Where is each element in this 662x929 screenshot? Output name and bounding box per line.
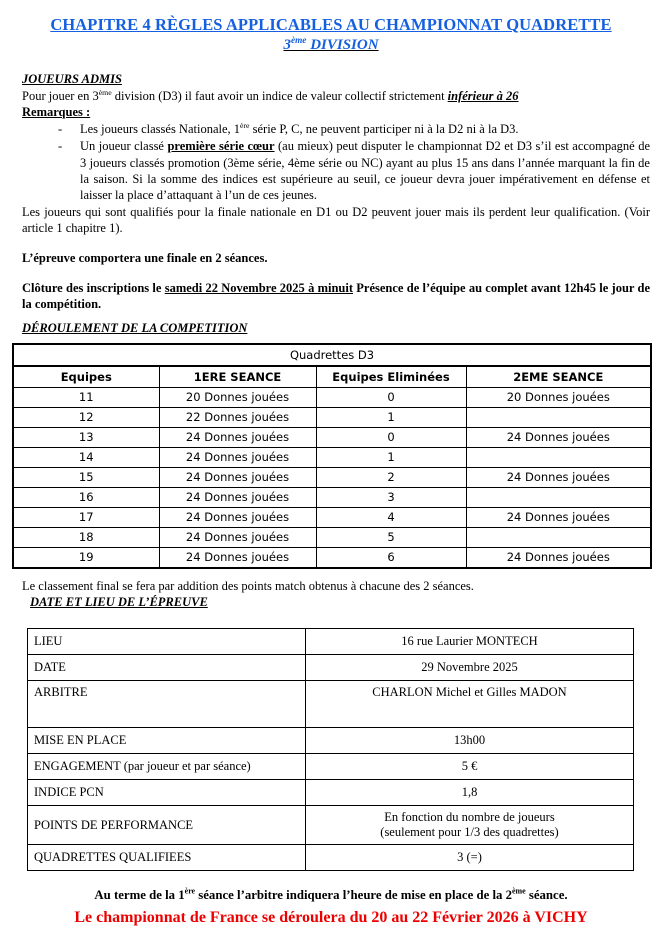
cell-eliminees: 5	[316, 527, 466, 547]
cell-seance1: 24 Donnes jouées	[159, 527, 316, 547]
cell-label-quadrettes-qualifiees: QUADRETTES QUALIFIEES	[28, 845, 306, 871]
cell-eliminees: 1	[316, 447, 466, 467]
table-row	[13, 507, 651, 527]
cell-eliminees: 0	[316, 387, 466, 407]
cell-seance1: 24 Donnes jouées	[159, 507, 316, 527]
cell-eliminees: 2	[316, 467, 466, 487]
cell-seance2: 24 Donnes jouées	[466, 427, 651, 447]
cell-seance2: 24 Donnes jouées	[466, 507, 651, 527]
cell-label-indice-pcn: INDICE PCN	[28, 780, 306, 806]
table-row	[28, 780, 634, 806]
cell-equipe: 19	[13, 547, 159, 568]
table-row	[28, 629, 634, 655]
table-row	[28, 754, 634, 780]
cell-label-points-performance: POINTS DE PERFORMANCE	[28, 806, 306, 845]
footer-note	[0, 887, 662, 904]
competition-table-body	[13, 344, 651, 568]
table-title-row	[13, 344, 651, 366]
cell-equipe: 18	[13, 527, 159, 547]
cloture-emphasis: samedi 22 Novembre 2025 à minuit	[164, 281, 354, 296]
cell-seance1: 22 Donnes jouées	[159, 407, 316, 427]
bullet2-part2: (au mieux) peut disputer le championnat D2 et D3 s’il est accompagné de 3 joueurs classés promotion (3ème série, 4ème série ou NC) ayant au plus 15 ans dans l’année marquant la fin de la saison. Si la somme des indices est supérieure au seuil, ce joueur devra jouer impérativement en défense et laisser la place d’attaquant à l’un de ces jeunes.	[80, 139, 650, 203]
cell-seance1: 24 Donnes jouées	[159, 467, 316, 487]
page-subtitle	[0, 37, 662, 54]
page-title: CHAPITRE 4 RÈGLES APPLICABLES AU CHAMPIONNAT QUADRETTE	[50, 15, 612, 34]
datelieu-table-wrap	[0, 628, 662, 871]
points-performance-line1: En fonction du nombre de joueurs	[384, 810, 555, 825]
intro-part1: Pour jouer en 3	[22, 88, 99, 103]
table-row	[13, 387, 651, 407]
body-text-block	[0, 72, 662, 337]
cell-label-arbitre: ARBITRE	[28, 681, 306, 728]
cell-value-mise-en-place: 13h00	[306, 728, 634, 754]
cell-eliminees: 6	[316, 547, 466, 568]
cell-equipe: 15	[13, 467, 159, 487]
cloture-part1: Clôture des inscriptions le	[22, 281, 165, 296]
table-row	[13, 487, 651, 507]
section-heading-date-lieu: DATE ET LIEU DE L’ÉPREUVE	[30, 595, 208, 610]
footer-ordinal-suffix-2: ème	[512, 887, 526, 897]
table-row	[13, 427, 651, 447]
bullet2-emphasis: première série cœur	[167, 139, 275, 154]
cell-value-points-performance	[306, 806, 634, 845]
cloture-part2: Présence de l’équipe au complet avant 12h45 le jour de la compétition.	[22, 281, 650, 312]
cell-seance1: 20 Donnes jouées	[159, 387, 316, 407]
cell-seance1: 24 Donnes jouées	[159, 487, 316, 507]
remarques-list	[22, 121, 650, 203]
table-row	[13, 407, 651, 427]
table-row	[28, 655, 634, 681]
cell-value-lieu: 16 rue Laurier MONTECH	[306, 629, 634, 655]
remarques-label: Remarques :	[22, 104, 91, 119]
datelieu-table	[27, 628, 634, 871]
cell-seance2: 24 Donnes jouées	[466, 547, 651, 568]
footer-block	[0, 887, 662, 928]
bullet1-part2: série P, C, ne peuvent participer ni à la D2 ni à la D3.	[249, 122, 519, 137]
intro-part2: division (D3) il faut avoir un indice de valeur collectif strictement	[111, 88, 448, 103]
table-header-row	[13, 366, 651, 388]
footer-part3: séance.	[525, 888, 568, 903]
cell-label-date: DATE	[28, 655, 306, 681]
cell-eliminees: 1	[316, 407, 466, 427]
cell-seance1: 24 Donnes jouées	[159, 547, 316, 568]
footer-part1: Au terme de la 1	[94, 888, 185, 903]
cell-seance2	[466, 447, 651, 467]
cell-equipe: 16	[13, 487, 159, 507]
col-header-1ere-seance: 1ERE SEANCE	[159, 366, 316, 388]
intro-emphasis: inférieur à 26	[447, 88, 519, 103]
cell-eliminees: 4	[316, 507, 466, 527]
competition-table	[12, 343, 652, 569]
cell-equipe: 12	[13, 407, 159, 427]
classement-paragraph: Le classement final se fera par addition des points match obtenus à chacune des 2 séances.	[22, 578, 474, 593]
bullet2-part1: Un joueur classé	[80, 139, 168, 154]
col-header-equipes-eliminees: Equipes Eliminées	[316, 366, 466, 388]
table-row	[13, 447, 651, 467]
cell-seance2: 20 Donnes jouées	[466, 387, 651, 407]
table-row	[28, 806, 634, 845]
cell-seance2	[466, 407, 651, 427]
points-performance-line2: (seulement pour 1/3 des quadrettes)	[380, 825, 559, 840]
cell-eliminees: 3	[316, 487, 466, 507]
cell-value-indice-pcn: 1,8	[306, 780, 634, 806]
col-header-equipes: Equipes	[13, 366, 159, 388]
section-heading-deroulement: DÉROULEMENT DE LA COMPETITION	[22, 321, 248, 336]
table-row	[13, 467, 651, 487]
intro-ordinal-suffix: ème	[98, 87, 112, 97]
cell-seance1: 24 Donnes jouées	[159, 447, 316, 467]
table-row	[13, 527, 651, 547]
intro-paragraph	[22, 88, 650, 104]
table-row	[13, 547, 651, 568]
col-header-2eme-seance: 2EME SEANCE	[466, 366, 651, 388]
epreuve-paragraph: L’épreuve comportera une finale en 2 séances.	[22, 251, 268, 266]
subtitle-number: 3	[283, 36, 291, 53]
cell-equipe: 14	[13, 447, 159, 467]
competition-table-wrap	[0, 343, 662, 569]
cell-seance1: 24 Donnes jouées	[159, 427, 316, 447]
cell-value-arbitre: CHARLON Michel et Gilles MADON	[306, 681, 634, 728]
subtitle-text: DIVISION	[306, 36, 379, 53]
cell-value-engagement: 5 €	[306, 754, 634, 780]
cell-equipe: 17	[13, 507, 159, 527]
cell-label-mise-en-place: MISE EN PLACE	[28, 728, 306, 754]
cell-eliminees: 0	[316, 427, 466, 447]
list-item	[58, 121, 650, 137]
footer-part2: séance l’arbitre indiquera l’heure de mise en place de la 2	[195, 888, 513, 903]
subtitle-ordinal-suffix: ème	[290, 35, 307, 46]
footer-highlight: Le championnat de France se déroulera du 20 au 22 Février 2026 à VICHY	[74, 909, 588, 927]
cell-label-lieu: LIEU	[28, 629, 306, 655]
cell-label-engagement: ENGAGEMENT (par joueur et par séance)	[28, 754, 306, 780]
mid-text-block	[0, 578, 662, 611]
cell-value-quadrettes-qualifiees: 3 (=)	[306, 845, 634, 871]
bullet1-part1: Les joueurs classés Nationale, 1	[80, 122, 241, 137]
section-heading-joueurs-admis: JOUEURS ADMIS	[22, 72, 122, 87]
list-item	[58, 138, 650, 203]
datelieu-table-body	[28, 629, 634, 871]
cell-seance2: 24 Donnes jouées	[466, 467, 651, 487]
cell-seance2	[466, 487, 651, 507]
cell-equipe: 11	[13, 387, 159, 407]
cloture-paragraph	[22, 280, 650, 312]
competition-table-title: Quadrettes D3	[13, 344, 651, 366]
qualifies-paragraph: Les joueurs qui sont qualifiés pour la finale nationale en D1 ou D2 peuvent jouer mais ils perdent leur qualification. (Voir article 1 chapitre 1).	[22, 205, 650, 236]
cell-seance2	[466, 527, 651, 547]
bullet1-ordinal-suffix: ère	[240, 120, 250, 130]
footer-ordinal-suffix-1: ère	[184, 887, 196, 897]
cell-value-date: 29 Novembre 2025	[306, 655, 634, 681]
cell-equipe: 13	[13, 427, 159, 447]
table-row	[28, 728, 634, 754]
table-row	[28, 681, 634, 728]
